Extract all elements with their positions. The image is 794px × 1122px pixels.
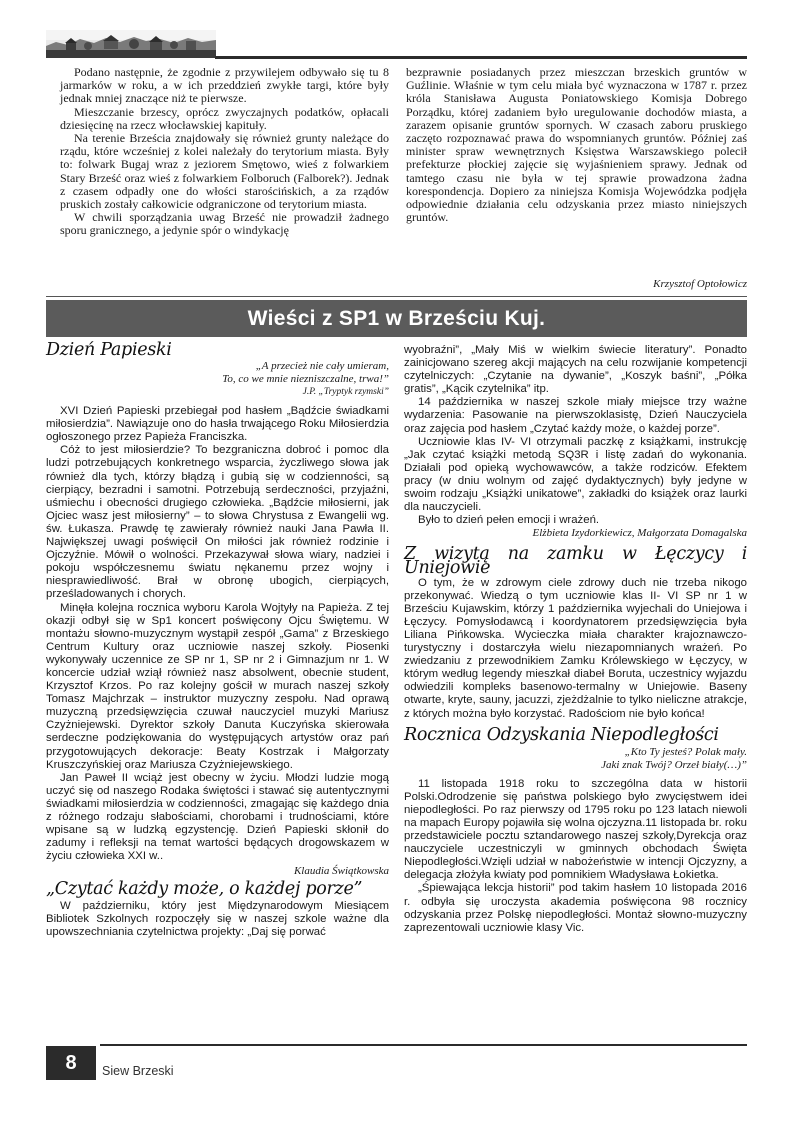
header-photo [46, 30, 216, 58]
paragraph: XVI Dzień Papieski przebiegał pod hasłem „Bądźcie świadkami miłosierdzia”. Nawiązuje ono do hasła trwającego Roku Miłosierdzia ogłoszonego przez Papieża Franciszka. [46, 405, 389, 444]
paragraph: Minęła kolejna rocznica wyboru Karola Wojtyły na Papieża. Z tej okazji odbył się w Sp1 koncert poświęcony Ojcu Świętemu. W montażu słowno-muzycznym wystąpił zespół „Gama” z Brzeskiego Centrum Kultury oraz uczniowie naszej szkoły. Piosenki wykonywały uczennice ze SP nr 1, SP nr 2 i Gimnazjum nr 1. W koncercie udział wziął również nasz absolwent, obecnie student, Krzysztof Krzos. Po raz kolejny gościł w murach naszej szkoły Tomasz Majchrzak – instruktor muzyczny zespołu. Nad oprawą muzyczną przedsięwzięcia czuwał nauczyciel muzyki Mariusz Czyżniejewski. Dyrektor szkoły Danuta Kuczyńska skierowała serdeczne podziękowania do występujących artystów oraz pań przygotowujących dekoracje: Beaty Kostrzak i Małgorzaty Kruszczyńskiej oraz Mariusza Czyżniejewskiego. [46, 601, 389, 771]
paragraph: „Śpiewająca lekcja historii” pod takim hasłem 10 listopada 2016 r. odbyła się uroczysta akademia poświęcona 98 rocznicy odzyskania przez Polskę niepodległości. Montaż słowno-muzyczny zaprezentowali uczniowie klasy Vic. [404, 882, 747, 934]
article-title: „Czytać każdy może, o każdej porze” [46, 879, 363, 900]
paragraph: Uczniowie klas IV- VI otrzymali paczkę z książkami, instrukcję „Jak czytać książki metodą SQ3R i listę zadań do wykonania. Działali pod opieką wychowawców, a także rodziców. Efektem pracy (w dniu wolnym od zajęć dydaktycznych) były jedyne w swoim rodzaju „Książki unikatowe”, zakładki do książek oraz laurki dla nauczycieli. [404, 435, 747, 514]
quote-line: „Kto Ty jesteś? Polak mały. [624, 745, 747, 758]
article-title: Dzień Papieski [46, 340, 172, 360]
top-left-column [60, 66, 389, 238]
paragraph: Było to dzień pełen emocji i wrażeń. [418, 514, 600, 527]
paragraph: W chwili sporządzania uwag Brześć nie prowadził żadnego sporu granicznego, a jedynie spór o windykację [60, 210, 389, 238]
epigraph [404, 746, 747, 772]
author-signature: Elżbieta Izydorkiewicz, Małgorzata Domagalska [532, 527, 747, 540]
paragraph: Cóż to jest miłosierdzie? To bezgraniczna dobroć i pomoc dla ludzi potrzebujących konkretnego wsparcia, życzliwego słowa jak również dla tych, którzy błądzą i gubią się w codzienności, są cierpiący, bezradni i samotni. Potrzebują serdeczności, przyjaźni, uśmiechu i obecności drugiego człowieka. „Bądźcie miłosierni, jak Ojciec wasz jest miłosierny” – to słowa Chrystusa z Ewangelii wg. św. Łukasza. Prawdę tę zawierały również nauki Jana Pawła II. Największej uwagi poświęcił On miłości jak również rodzinie i Ojczyźnie. Mówił o wolności. Przekazywał słowa wiary, nadziei i pokoju współczesnemu światu nękanemu przez wojny i niesprawiedliwość. Brał w obronę ubogich, cierpiących, prześladowanych i chorych. [46, 444, 389, 601]
quote-source: J.P. „Tryptyk rzymski” [302, 387, 389, 398]
paragraph: Na terenie Brześcia znajdowały się również grunty należące do rządu, które wcześniej z kolei należały do terytorium miasta. Były to: folwark Bugaj wraz z jeziorem Smętowo, wieś z folwarkiem Stary Brześć oraz wieś z folwarkiem Folboruch (Falborek?). Jednak z czasem odpadły one do włości starościńskich, a za rządów pruskich zostały całkowicie odgraniczone od terytorium miasta. [60, 131, 389, 212]
author-signature: Krzysztof Optołowicz [653, 278, 747, 290]
paragraph: O tym, że w zdrowym ciele zdrowy duch nie trzeba nikogo przekonywać. Wiedzą o tym uczniowie klas II- VI SP nr 1 w Brześciu Kujawskim, którzy 1 października wyjechali do Uniejowa i Łęczycy. Pomysłodawcą i koordynatorem przedsięwzięcia była Liliana Pińkowska. Wycieczka miała charakter krajoznawczo-turystyczny i dostarczyła wielu niezapomnianych wrażeń. Po zwiedzaniu z przewodnikiem Zamku Królewskiego w Łęczycy, w którym według legendy mieszkał diabeł Boruta, uczestnicy wyjazdu odwiedzili kompleks basenowo-termalny w Uniejowie. Baseny otwarte, kryte, sauny, jacuzzi, zjeżdżalnie to tylko nieliczne atrakcje, z których można było korzystać. Radościom nie było końca! [404, 576, 747, 720]
left-column [46, 340, 389, 939]
quote-line: To, co we mnie niezniszczalne, trwa!” [222, 373, 389, 386]
epigraph [46, 360, 389, 399]
paragraph: Jan Paweł II wciąż jest obecny w życiu. Młodzi ludzie mogą uczyć się od naszego Rodaka świętości i stawać się autentycznymi świadkami miłosierdzia w codzienności, zmagając się każdego dnia z różnego rodzaju słabościami, chorobami i trudnościami, które wpisane są w ludzką egzystencję. Dzień Papieski skłonił do zadumy i refleksji na temat wartości będących drogowskazem w życiu człowieka XXI w.. [46, 771, 389, 863]
author-signature: Klaudia Świątkowska [293, 865, 389, 878]
page-number: 8 [46, 1046, 96, 1080]
section-banner: Wieści z SP1 w Brześciu Kuj. [46, 300, 747, 337]
paragraph: 14 października w naszej szkole miały miejsce trzy ważne wydarzenia: Pasowanie na pierwszoklasistę, Dzień Nauczyciela oraz zajęcia pod hasłem „Czytać każdy może, o każdej porze”. [404, 396, 747, 435]
paragraph: wyobraźni”, „Mały Miś w wielkim świecie literatury”. Ponadto zainicjowano szereg akcji mających na celu rozwijanie kompetencji czytelniczych: „Czytanie na dywanie”, „Koszyk baśni”, „Półka gratis”, „Kącik czytelnika” itp. [404, 344, 747, 396]
quote-line: „A przecież nie cały umieram, [255, 360, 389, 373]
footer-rule [100, 1044, 747, 1046]
quote-line: Jaki znak Twój? Orzeł biały(…)” [601, 758, 747, 771]
article-title: Z wizytą na zamku w Łęczycy i Uniejowie [404, 544, 747, 578]
top-right-column [406, 66, 747, 224]
right-column [404, 344, 747, 935]
article-title: Rocznica Odzyskania Niepodległości [404, 724, 719, 745]
paragraph: W październiku, który jest Międzynarodowym Miesiącem Bibliotek Szkolnych rozpoczęły się w naszej szkole ważne dla upowszechniania czytelnictwa projekty: „Daj się porwać [46, 899, 389, 938]
paragraph: bezprawnie posiadanych przez mieszczan brzeskich gruntów w Guźlinie. Właśnie w tym celu miała być wyznaczona w 1787 r. przez króla Stanisława Augusta Poniatowskiego Komisja Dobrego Porządku, której zadaniem było uregulowanie dochodów miasta, a zarazem opisanie gruntów spornych. W czasach zaboru pruskiego zaczęto rozpoznawać prawa do wspomnianych gruntów. Później zaś minister spraw wewnętrznych Księstwa Warszawskiego polecił prefekturze płockiej zajęcie się wyjaśnieniem sprawy. Jednak od tamtego czasu nie była w tej sprawie prowadzona żadna korespondencja. Dopiero za niniejsza Komisja Wojewódzka podjęła odpowiednie działania celu odzyskania przez miasto niniejszych gruntów. [406, 65, 747, 225]
paragraph: Podano następnie, że zgodnie z przywilejem odbywało się tu 8 jarmarków w roku, a w ich przeddzień zwykłe targi, które były jednak mniej znaczące niż te pierwsze. [60, 65, 389, 106]
section-divider [46, 296, 747, 297]
header-rule [215, 56, 747, 59]
paragraph: Mieszczanie brzescy, oprócz zwyczajnych podatków, opłacali dziesięcinę na rzecz włocławskiej kapituły. [60, 104, 389, 132]
paragraph: 11 listopada 1918 roku to szczególna data w historii Polski.Odrodzenie się państwa polskiego było zwycięstwem idei niepodległości. Po raz pierwszy od 1795 roku po 123 latach niewoli na mapach Europy pojawiła się wolna ojczyzna.11 listopada br. roku przedstawiciele pocztu sztandarowego naszej szkoły,Dyrekcja oraz nauczyciele uczestniczyli w gminnych obchodach Święta Niepodległości.Wzięli udział w nabożeństwie w intencji Ojczyzny, a delegacja złożyła kwiaty pod pomnikiem Władysława Łokietka. [404, 777, 747, 882]
publication-name: Siew Brzeski [102, 1064, 174, 1078]
